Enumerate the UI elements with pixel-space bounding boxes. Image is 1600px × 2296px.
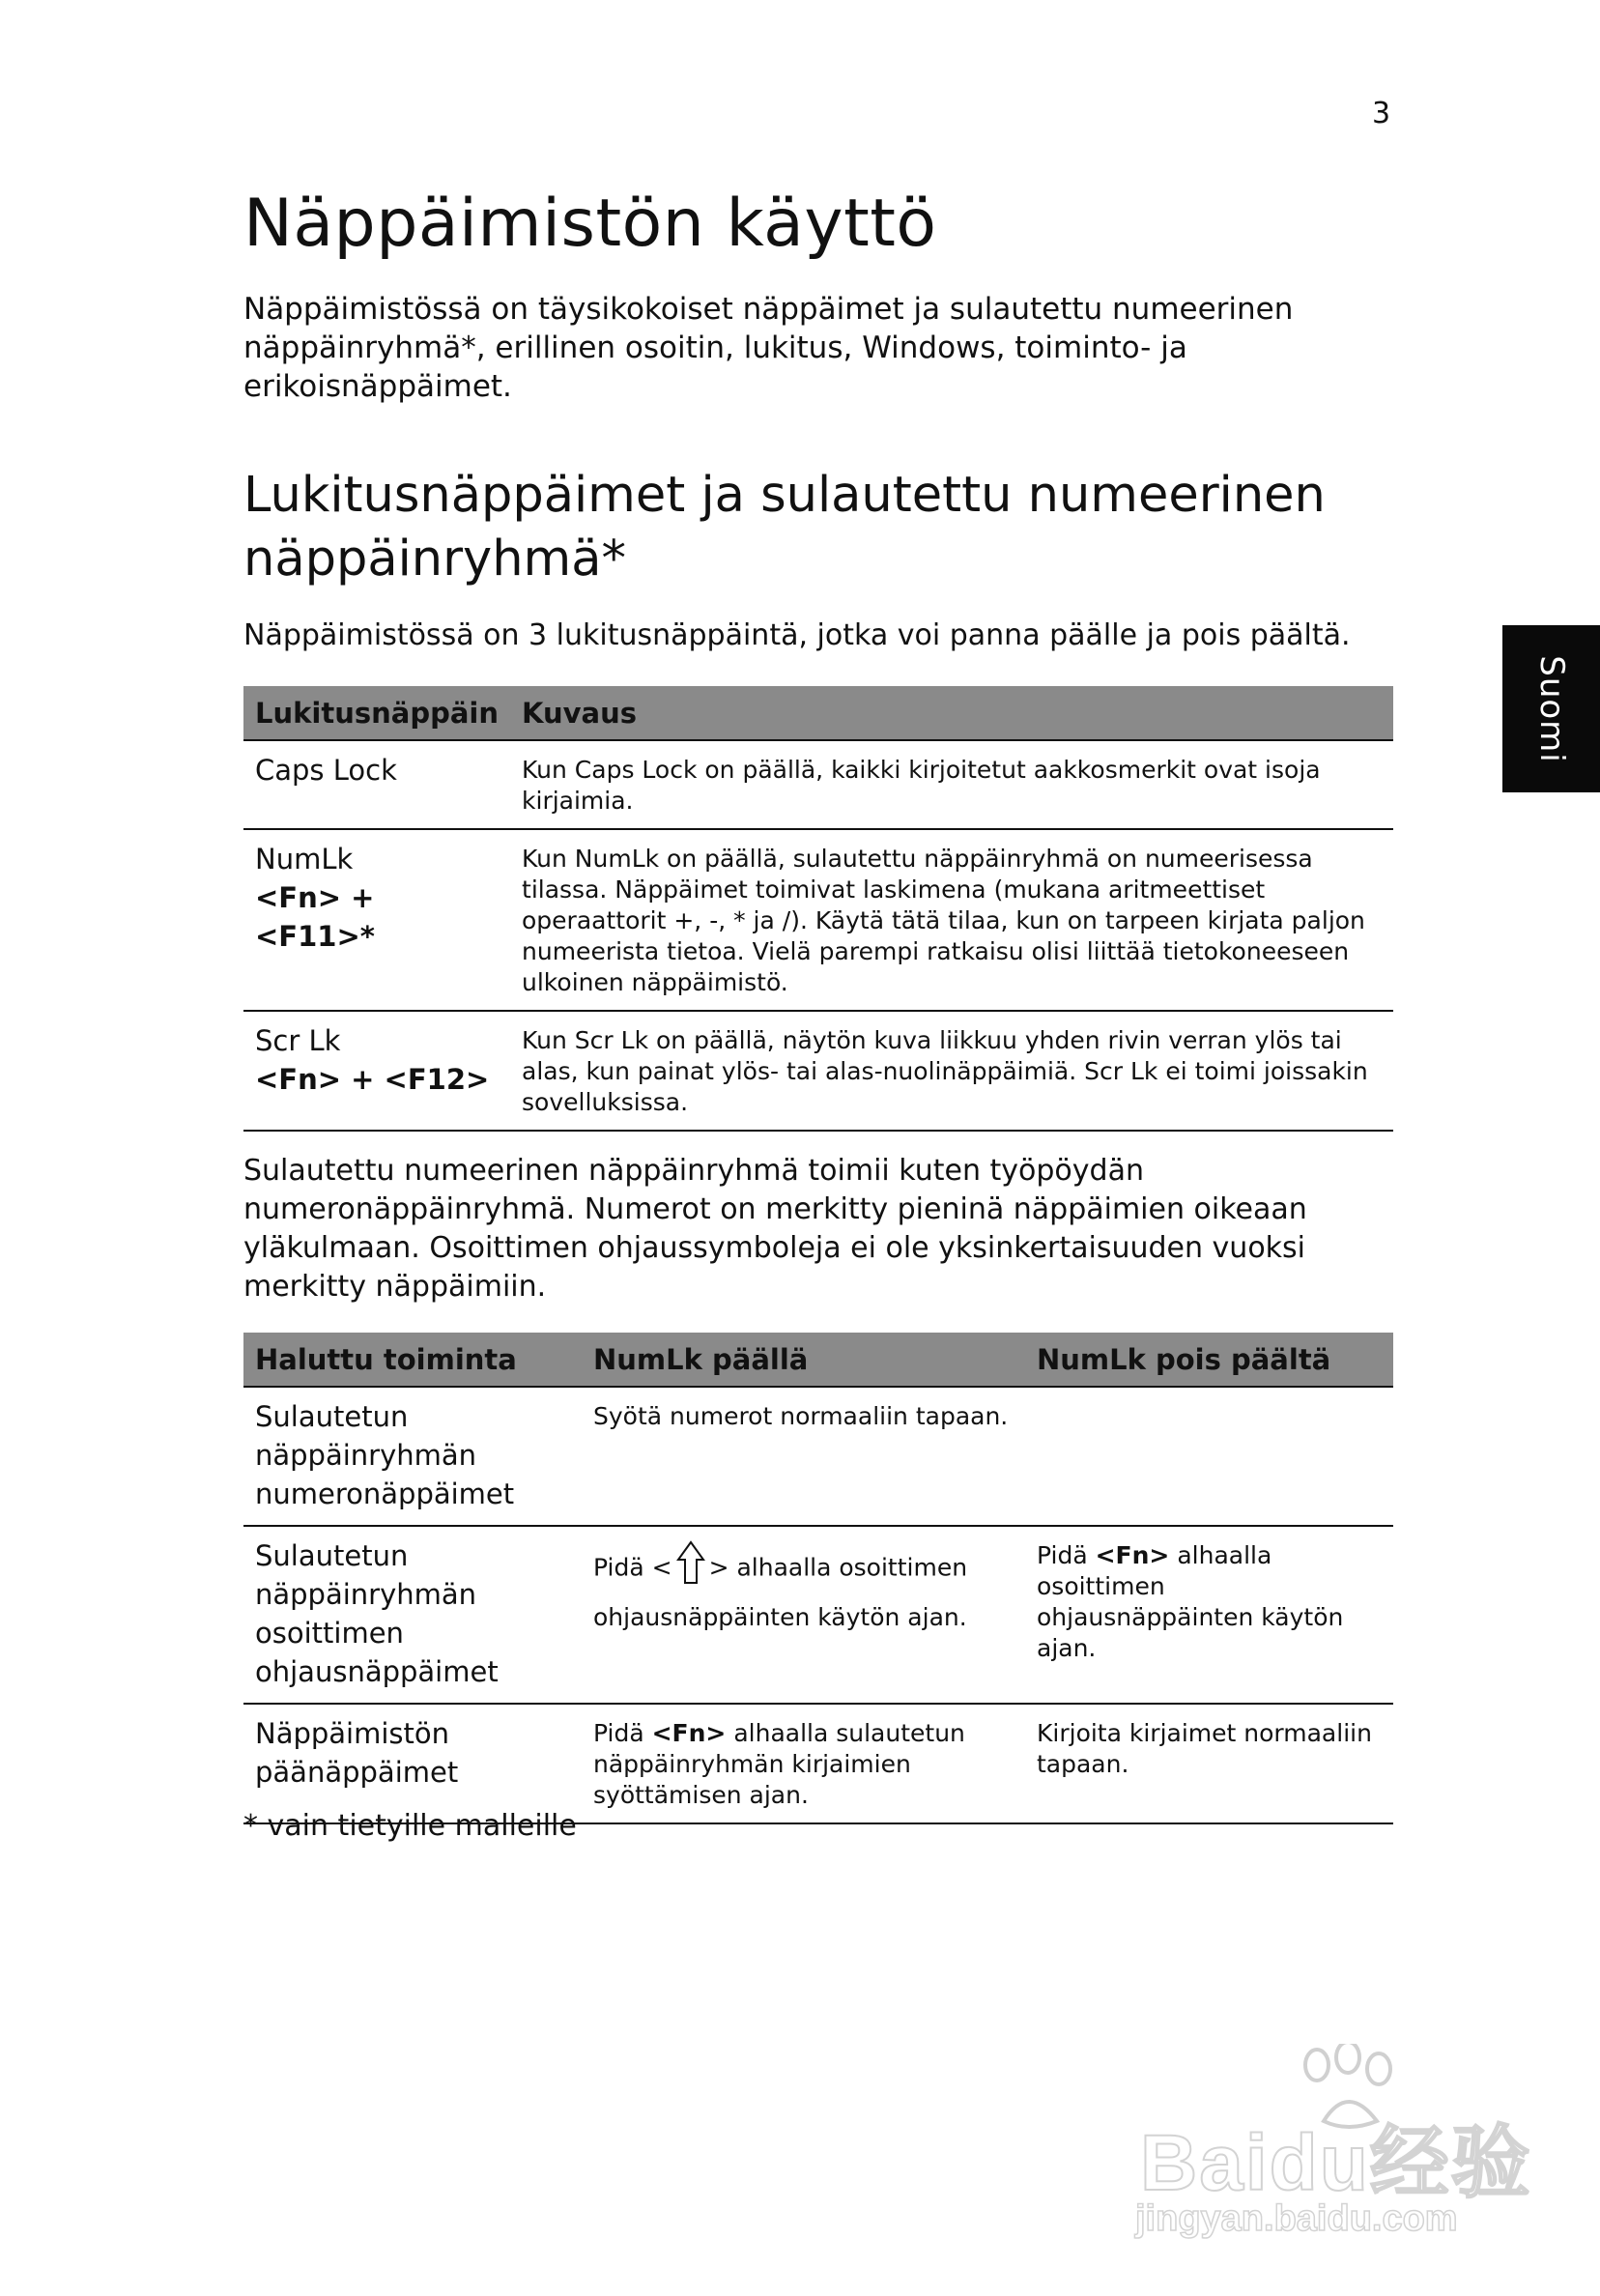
footnote: * vain tietyille malleille xyxy=(243,1809,577,1843)
column-header: Kuvaus xyxy=(510,686,1393,740)
lock-key-description: Kun NumLk on päällä, sulautettu näppäinryhmä on numeerisessa tilassa. Näppäimet toimivat laskimena (mukana aritmeettiset operaattorit +, -, * ja /). Käytä tätä tilaa, kun on tarpeen kirjata paljon numeerista tietoa. Vielä parempi ratkaisu olisi liittää tietokoneeseen ulkoinen näppäimistö. xyxy=(510,829,1393,1011)
table-row xyxy=(243,829,1393,1011)
action-cell: Sulautetun näppäinryhmän osoittimen ohjausnäppäimet xyxy=(243,1526,582,1704)
cell-text: alhaalla sulautetun näppäinryhmän kirjaimien syöttämisen ajan. xyxy=(593,1719,965,1809)
column-header: Haluttu toiminta xyxy=(243,1333,582,1387)
lock-keys-table xyxy=(243,686,1393,1132)
page-title: Näppäimistön käyttö xyxy=(243,186,937,262)
watermark-brand: Baidu经验 xyxy=(1140,2119,1532,2207)
lock-key-cell xyxy=(243,740,510,829)
table-row xyxy=(243,1704,1393,1823)
numlk-on-cell xyxy=(582,1526,1025,1704)
language-tab-label: Suomi xyxy=(1531,654,1571,763)
cell-text: alhaalla osoittimen ohjausnäppäinten käytön ajan. xyxy=(1037,1541,1344,1662)
section-heading: Lukitusnäppäimet ja sulautettu numeerinen näppäinryhmä* xyxy=(243,467,1326,588)
cell-text: Pidä < xyxy=(593,1553,672,1582)
lock-key-name: Caps Lock xyxy=(255,754,397,787)
numlk-off-cell: Kirjoita kirjaimet normaaliin tapaan. xyxy=(1025,1704,1393,1823)
lock-key-combo: <Fn> + <F12> xyxy=(255,1063,490,1096)
lock-key-description: Kun Scr Lk on päällä, näytön kuva liikkuu yhden rivin verran ylös tai alas, kun painat ylös- tai alas-nuolinäppäimiä. Scr Lk ei toimi joissakin sovelluksissa. xyxy=(510,1011,1393,1131)
keypad-intro-paragraph: Sulautettu numeerinen näppäinryhmä toimii kuten työpöydän numeronäppäinryhmä. Numerot on merkitty pieninä näppäimien oikeaan yläkulmaan. Osoittimen ohjaussymboleja ei ole yksinkertaisuuden vuoksi merkitty näppäimiin. xyxy=(243,1154,1307,1304)
intro-paragraph: Näppäimistössä on täysikokoiset näppäimet ja sulautettu numeerinen näppäinryhmä*, erillinen osoitin, lukitus, Windows, toiminto- ja erikoisnäppäimet. xyxy=(243,292,1294,404)
column-header: NumLk pois päältä xyxy=(1025,1333,1393,1387)
action-cell: Sulautetun näppäinryhmän numeronäppäimet xyxy=(243,1387,582,1526)
page-number: 3 xyxy=(1372,97,1391,130)
lock-key-description: Kun Caps Lock on päällä, kaikki kirjoitetut aakkosmerkit ovat isoja kirjaimia. xyxy=(510,740,1393,829)
cell-text: Pidä xyxy=(1037,1541,1096,1569)
table-header-row xyxy=(243,1333,1393,1387)
numlk-on-cell: Syötä numerot normaaliin tapaan. xyxy=(582,1387,1025,1526)
table-row xyxy=(243,1387,1393,1526)
language-tab xyxy=(1502,625,1600,792)
table-header-row xyxy=(243,686,1393,740)
numlk-on-cell xyxy=(582,1704,1025,1823)
shift-icon xyxy=(676,1540,705,1597)
lock-key-name: Scr Lk xyxy=(255,1024,341,1057)
action-cell: Näppäimistön päänäppäimet xyxy=(243,1704,582,1823)
lock-key-combo: <Fn> + <F11>* xyxy=(255,881,375,953)
numlk-off-cell xyxy=(1025,1526,1393,1704)
lock-key-cell xyxy=(243,829,510,1011)
lock-keys-intro: Näppäimistössä on 3 lukitusnäppäintä, jotka voi panna päälle ja pois päältä. xyxy=(243,618,1351,652)
lock-key-name: NumLk xyxy=(255,843,354,875)
column-header: NumLk päällä xyxy=(582,1333,1025,1387)
baidu-watermark xyxy=(1126,2044,1532,2252)
table-row xyxy=(243,1526,1393,1704)
cell-text: Pidä xyxy=(593,1719,652,1747)
numlk-off-cell xyxy=(1025,1387,1393,1526)
cell-text: > alhaalla osoittimen ohjausnäppäinten käytön ajan. xyxy=(593,1553,968,1631)
fn-key-label: <Fn> xyxy=(651,1719,727,1747)
lock-key-cell xyxy=(243,1011,510,1131)
fn-key-label: <Fn> xyxy=(1095,1541,1170,1569)
column-header: Lukitusnäppäin xyxy=(243,686,510,740)
table-row xyxy=(243,1011,1393,1131)
watermark-url: jingyan.baidu.com xyxy=(1135,2198,1458,2239)
keypad-table xyxy=(243,1333,1393,1824)
table-row xyxy=(243,740,1393,829)
